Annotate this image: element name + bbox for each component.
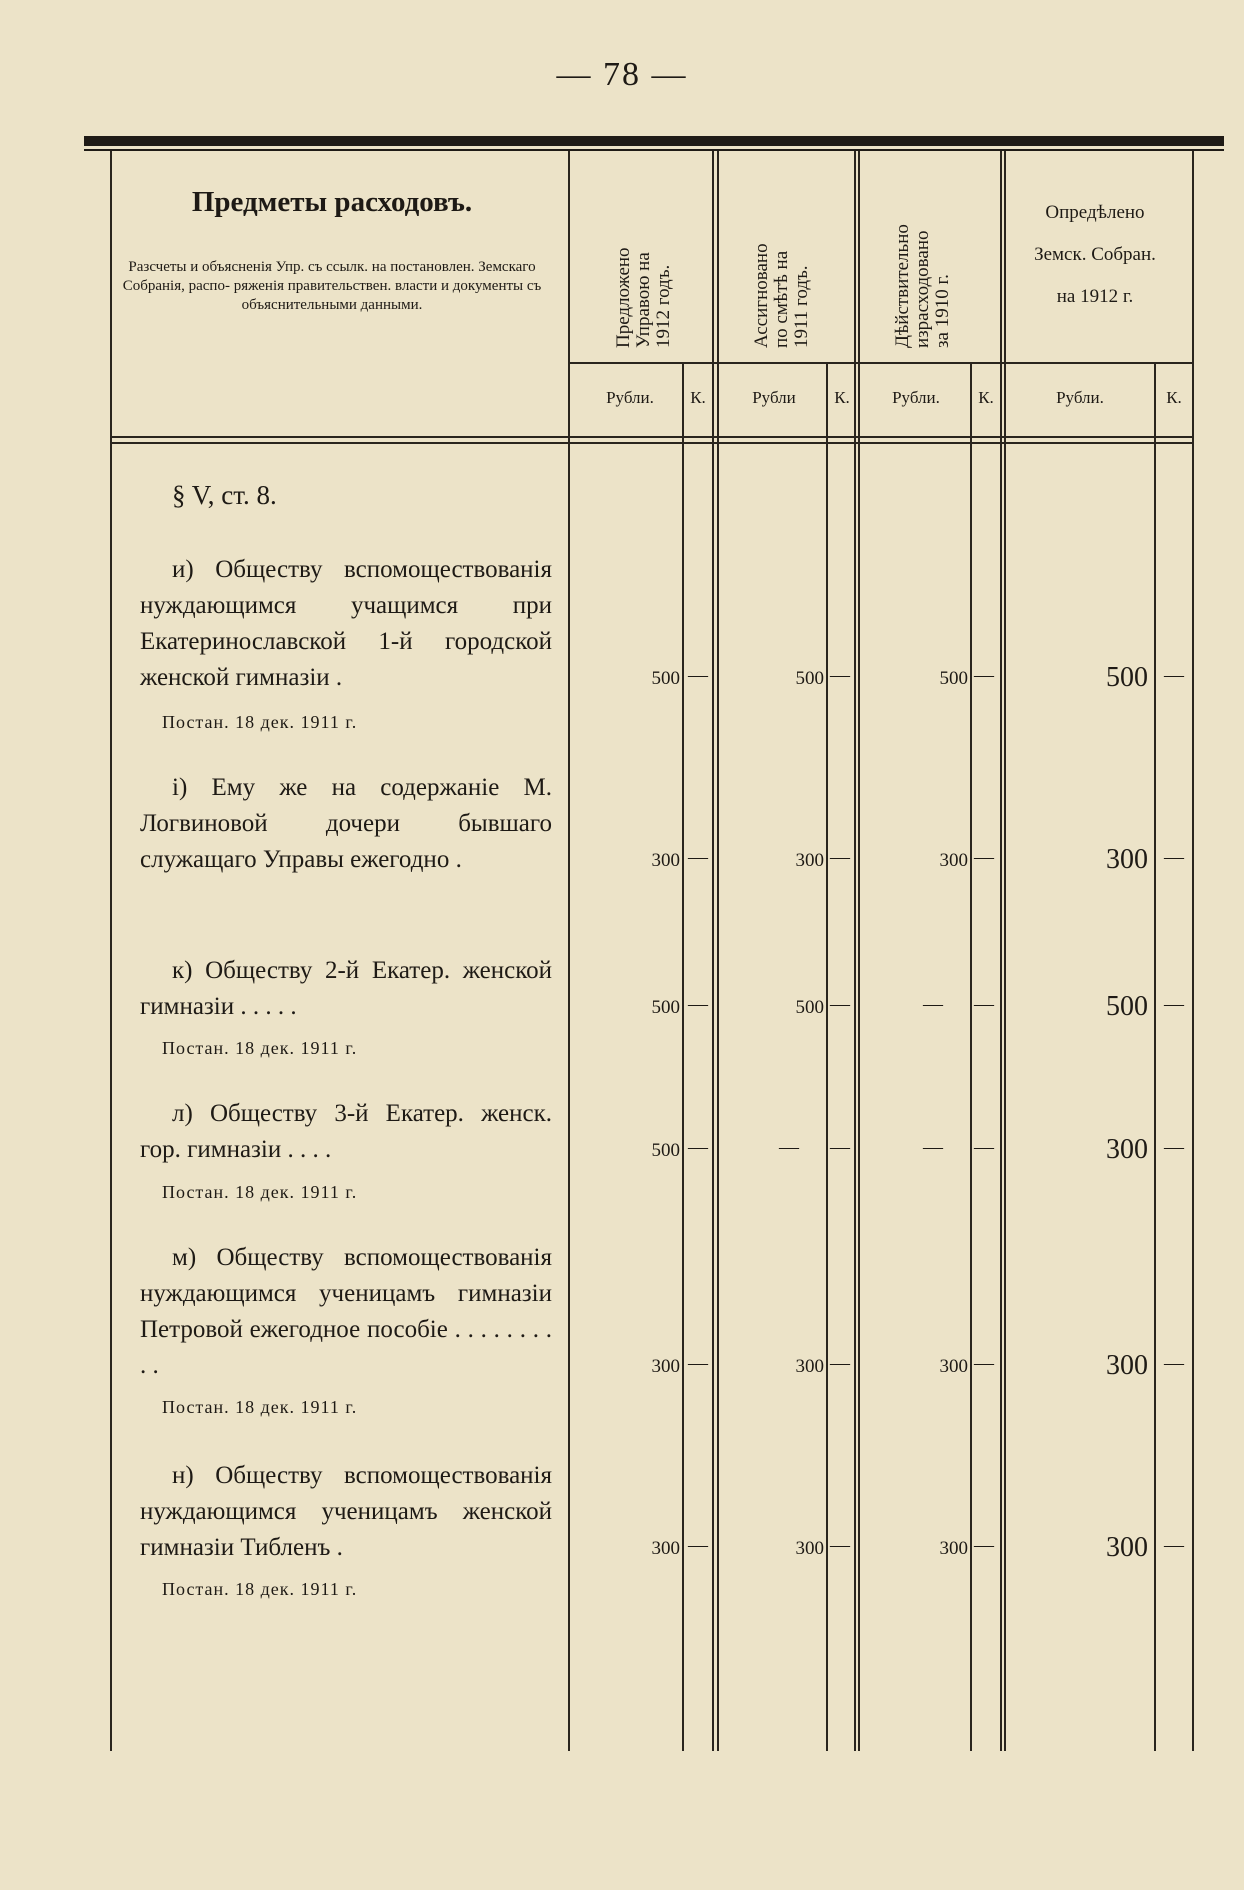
- kop-spent: —: [974, 846, 994, 868]
- unit-kop-2: К.: [834, 388, 850, 407]
- entry-note: Постан. 18 дек. 1911 г.: [162, 1038, 358, 1058]
- kop-proposed: —: [688, 846, 708, 868]
- col-header-proposed: Предложено Управою на 1912 годъ.: [613, 247, 674, 348]
- unit-kop-4: К.: [1166, 388, 1182, 407]
- entry-text: [140, 770, 552, 878]
- items-column-title: Предметы расходовъ.: [191, 186, 473, 218]
- value-spent: 300: [939, 1356, 968, 1377]
- value-spent: —: [923, 993, 943, 1015]
- header-bottom-rule-2: [110, 442, 1192, 444]
- value-determined: 500: [1106, 662, 1148, 693]
- value-assigned: 300: [795, 1538, 824, 1559]
- kop-spent: —: [974, 1136, 994, 1158]
- col-divider-3b: [858, 151, 860, 1751]
- kop-spent: —: [974, 664, 994, 686]
- entry-text-body: н) Обществу вспомоществованія нуждающимся ученицамъ женской гимназіи Тибленъ .: [140, 1462, 552, 1561]
- entry-text: [140, 953, 552, 1025]
- value-assigned: —: [779, 1136, 799, 1158]
- value-proposed: 300: [651, 850, 680, 871]
- entry-text-body: и) Обществу вспомоществованія нуждающимся учащимся при Екатеринославской 1-й городской женской гимназіи .: [140, 556, 552, 691]
- entry-text-body: і) Ему же на содержаніе М. Логвиновой дочери бывшаго служащаго Управы ежегодно .: [140, 774, 552, 873]
- kop-spent: —: [974, 993, 994, 1015]
- col-divider-kop4: [1154, 362, 1156, 1751]
- value-assigned: 300: [795, 850, 824, 871]
- unit-rubles-3: Рубли.: [892, 388, 940, 407]
- items-column-subtitle: Разсчеты и объясненія Упр. съ ссылк. на постановлен. Земскаго Собранія, распо- ряженія правительствен. власти и документы съ объяснительными данными.: [122, 259, 542, 313]
- table-right-border: [1192, 151, 1194, 1751]
- header-bottom-rule: [110, 436, 1192, 438]
- kop-proposed: —: [688, 664, 708, 686]
- top-thick-rule: [84, 136, 1224, 146]
- entry-text: [140, 1458, 552, 1566]
- unit-rubles-4: Рубли.: [1056, 388, 1104, 407]
- entry-text-body: к) Обществу 2-й Екатер. женской гимназіи . . . . .: [140, 957, 552, 1020]
- section-title: § V, ст. 8.: [172, 480, 277, 510]
- page-number: — 78 —: [556, 56, 688, 93]
- kop-determined: —: [1164, 1352, 1184, 1374]
- kop-assigned: —: [830, 846, 850, 868]
- kop-assigned: —: [830, 1534, 850, 1556]
- col-divider-desc: [568, 151, 570, 1751]
- kop-determined: —: [1164, 846, 1184, 868]
- unit-kop-3: К.: [978, 388, 994, 407]
- value-determined: 300: [1106, 844, 1148, 875]
- entry-note: Постан. 18 дек. 1911 г.: [162, 1182, 358, 1202]
- value-proposed: 300: [651, 1356, 680, 1377]
- col-header-spent: Дѣйствительно израсходовано за 1910 г.: [892, 224, 953, 348]
- value-determined: 300: [1106, 1134, 1148, 1165]
- col-divider-2b: [717, 151, 719, 1751]
- kop-spent: —: [974, 1352, 994, 1374]
- value-determined: 300: [1106, 1532, 1148, 1563]
- unit-kop-1: К.: [690, 388, 706, 407]
- top-thin-rule: [84, 149, 1224, 151]
- value-assigned: 500: [795, 668, 824, 689]
- kop-assigned: —: [830, 664, 850, 686]
- value-spent: —: [923, 1136, 943, 1158]
- value-determined: 300: [1106, 1350, 1148, 1381]
- col-divider-2: [712, 151, 714, 1751]
- entry-text: [140, 1240, 552, 1384]
- col-divider-4: [1000, 151, 1002, 1751]
- kop-determined: —: [1164, 664, 1184, 686]
- kop-spent: —: [974, 1534, 994, 1556]
- value-proposed: 300: [651, 1538, 680, 1559]
- entry-note: Постан. 18 дек. 1911 г.: [162, 1579, 358, 1599]
- determined-line-2: Земск. Собран.: [1034, 244, 1156, 265]
- kop-proposed: —: [688, 1534, 708, 1556]
- unit-rubles-1: Рубли.: [606, 388, 654, 407]
- kop-assigned: —: [830, 993, 850, 1015]
- col-divider-kop1: [682, 362, 684, 1751]
- entry-text-body: л) Обществу 3-й Екатер. женск. гор. гимназіи . . . .: [140, 1100, 552, 1163]
- determined-line-1: Опредѣлено: [1045, 202, 1145, 223]
- col-divider-4b: [1004, 151, 1006, 1751]
- kop-determined: —: [1164, 993, 1184, 1015]
- value-spent: 300: [939, 1538, 968, 1559]
- header-unit-rule: [568, 362, 1192, 364]
- value-assigned: 500: [795, 997, 824, 1018]
- entry-text: [140, 552, 552, 696]
- kop-proposed: —: [688, 1352, 708, 1374]
- col-header-determined: [1000, 192, 1190, 318]
- value-spent: 300: [939, 850, 968, 871]
- kop-assigned: —: [830, 1352, 850, 1374]
- kop-determined: —: [1164, 1534, 1184, 1556]
- value-assigned: 300: [795, 1356, 824, 1377]
- unit-rubles-2: Рубли: [752, 388, 796, 407]
- value-determined: 500: [1106, 991, 1148, 1022]
- entry-note: Постан. 18 дек. 1911 г.: [162, 712, 358, 732]
- determined-line-3: на 1912 г.: [1056, 286, 1134, 307]
- kop-proposed: —: [688, 993, 708, 1015]
- entry-note: Постан. 18 дек. 1911 г.: [162, 1397, 358, 1417]
- value-proposed: 500: [651, 1140, 680, 1161]
- entry-text-body: м) Обществу вспомоществованія нуждающимся ученицамъ гимназіи Петровой ежегодное пособіе . . . . . . . . . .: [140, 1244, 552, 1379]
- kop-assigned: —: [830, 1136, 850, 1158]
- kop-proposed: —: [688, 1136, 708, 1158]
- entry-text: [140, 1096, 552, 1168]
- value-proposed: 500: [651, 997, 680, 1018]
- kop-determined: —: [1164, 1136, 1184, 1158]
- col-header-assigned: Ассигновано по смѣтѣ на 1911 годъ.: [751, 243, 812, 348]
- table-left-border: [110, 151, 112, 1751]
- value-spent: 500: [939, 668, 968, 689]
- value-proposed: 500: [651, 668, 680, 689]
